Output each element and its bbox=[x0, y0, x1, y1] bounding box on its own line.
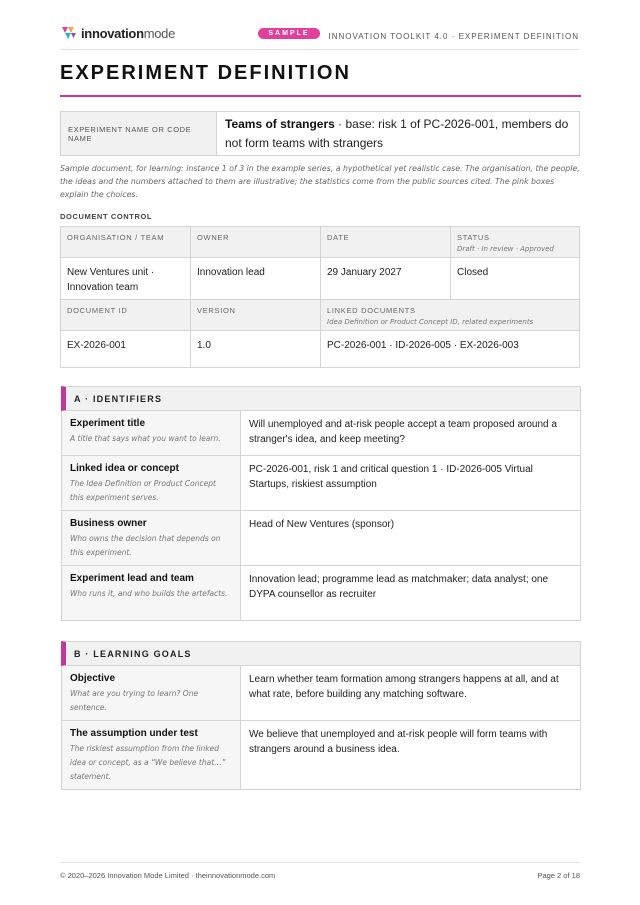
dc-label-document-id: DOCUMENT ID bbox=[67, 306, 128, 315]
dc-cell bbox=[451, 227, 580, 258]
document-control-table bbox=[60, 226, 580, 368]
dc-value-linked: PC-2026-001 · ID-2026-005 · EX-2026-003 bbox=[327, 340, 519, 351]
row-hint: The riskiest assumption from the linked idea or concept, as a “We believe that…” statement. bbox=[70, 744, 226, 781]
row-label-cell bbox=[62, 511, 241, 565]
page-title: EXPERIMENT DEFINITION bbox=[60, 62, 351, 84]
dc-value-version: 1.0 bbox=[197, 340, 211, 351]
dc-label-org: ORGANISATION / TEAM bbox=[67, 233, 165, 242]
row-hint: A title that says what you want to learn. bbox=[70, 434, 221, 443]
dc-label-status: STATUS bbox=[457, 233, 490, 242]
section-learning-goals bbox=[61, 641, 581, 790]
row-value: PC-2026-001, risk 1 and critical question 1 · ID-2026-005 Virtual Startups, riskiest assumption bbox=[249, 464, 533, 490]
experiment-name-value bbox=[217, 112, 579, 155]
document-control-label: DOCUMENT CONTROL bbox=[60, 212, 153, 221]
dc-cell bbox=[321, 227, 451, 258]
dc-cell bbox=[191, 300, 321, 331]
row-title: Business owner bbox=[70, 518, 147, 529]
row-hint: What are you trying to learn? One sentence. bbox=[70, 689, 199, 712]
dc-cell bbox=[61, 258, 191, 300]
dc-cell bbox=[451, 258, 580, 300]
dc-cell bbox=[321, 300, 580, 331]
form-row bbox=[61, 666, 581, 721]
dc-cell bbox=[321, 258, 451, 300]
form-row bbox=[61, 566, 581, 621]
row-label-cell bbox=[62, 456, 241, 510]
form-row bbox=[61, 721, 581, 790]
dc-linked-hint: Idea Definition or Product Concept ID, related experiments bbox=[327, 318, 534, 326]
dc-status-options: Draft · In review · Approved bbox=[457, 245, 554, 253]
dc-value-status: Closed bbox=[457, 267, 489, 278]
dc-cell bbox=[191, 331, 321, 368]
section-b-heading: B · LEARNING GOALS bbox=[61, 641, 581, 666]
dc-label-version: VERSION bbox=[197, 306, 236, 315]
row-hint: Who owns the decision that depends on this experiment. bbox=[70, 534, 221, 557]
experiment-name-label: EXPERIMENT NAME OR CODE NAME bbox=[61, 112, 217, 155]
row-title: Linked idea or concept bbox=[70, 463, 179, 474]
row-title: Experiment lead and team bbox=[70, 573, 194, 584]
brand-logo bbox=[60, 24, 175, 42]
row-value: Head of New Ventures (sponsor) bbox=[249, 519, 395, 530]
row-value: Will unemployed and at-risk people accept a team proposed around a stranger's idea, and keep meeting? bbox=[249, 419, 557, 445]
footer-page-number: Page 2 of 18 bbox=[537, 871, 580, 880]
form-row bbox=[61, 456, 581, 511]
dc-cell bbox=[61, 227, 191, 258]
dc-cell bbox=[61, 331, 191, 368]
dc-value-owner: Innovation lead bbox=[197, 267, 265, 278]
dc-cell bbox=[321, 331, 580, 368]
dc-label-date: DATE bbox=[327, 233, 350, 242]
sample-badge: SAMPLE bbox=[258, 28, 319, 39]
row-value: We believe that unemployed and at-risk people will form teams with strangers around a business idea. bbox=[249, 729, 548, 755]
dc-value-org: New Ventures unit · Innovation team bbox=[67, 267, 155, 293]
row-label-cell bbox=[62, 666, 241, 720]
dc-value-date: 29 January 2027 bbox=[327, 267, 402, 278]
row-title: Objective bbox=[70, 673, 116, 684]
row-title: Experiment title bbox=[70, 418, 146, 429]
footer-copyright: © 2020–2026 Innovation Mode Limited · theinnovationmode.com bbox=[60, 871, 276, 880]
dc-value-document-id: EX-2026-001 bbox=[67, 340, 126, 351]
form-row bbox=[61, 411, 581, 456]
row-title: The assumption under test bbox=[70, 728, 198, 739]
dc-label-linked: LINKED DOCUMENTS bbox=[327, 306, 416, 315]
experiment-code-name: Teams of strangers bbox=[225, 117, 335, 131]
row-value: Learn whether team formation among strangers happens at all, and at what rate, before building any matching software. bbox=[249, 674, 559, 700]
section-a-heading: A · IDENTIFIERS bbox=[61, 386, 581, 411]
row-label-cell bbox=[62, 411, 241, 455]
row-hint: The Idea Definition or Product Concept this experiment serves. bbox=[70, 479, 216, 502]
title-divider bbox=[60, 95, 581, 97]
logo-wordmark: innovationmode bbox=[81, 25, 176, 41]
row-hint: Who runs it, and who builds the artefacts. bbox=[70, 589, 228, 598]
dc-cell bbox=[61, 300, 191, 331]
innovationmode-logo-icon bbox=[60, 24, 78, 42]
sample-note: Sample document, for learning: instance 1 of 3 in the example series, a hypothetical yet realistic case. The organisation, the people, the ideas and the numbers attached to them are illustrative; the statistics come from the public sources cited. The pink boxes explain the choices. bbox=[60, 164, 580, 199]
dc-cell bbox=[191, 227, 321, 258]
experiment-name-rest: · base: risk 1 of PC-2026-001, members do not form teams with strangers bbox=[225, 117, 569, 150]
page-header bbox=[60, 22, 579, 50]
row-label-cell bbox=[62, 566, 241, 620]
row-label-cell bbox=[62, 721, 241, 789]
breadcrumb: INNOVATION TOOLKIT 4.0 · EXPERIMENT DEFINITION bbox=[328, 32, 579, 41]
section-identifiers bbox=[61, 386, 581, 621]
dc-cell bbox=[191, 258, 321, 300]
form-row bbox=[61, 511, 581, 566]
dc-label-owner: OWNER bbox=[197, 233, 230, 242]
experiment-name-box bbox=[60, 111, 580, 156]
row-value: Innovation lead; programme lead as matchmaker; data analyst; one DYPA counsellor as recruiter bbox=[249, 574, 549, 600]
page-footer bbox=[60, 862, 580, 884]
